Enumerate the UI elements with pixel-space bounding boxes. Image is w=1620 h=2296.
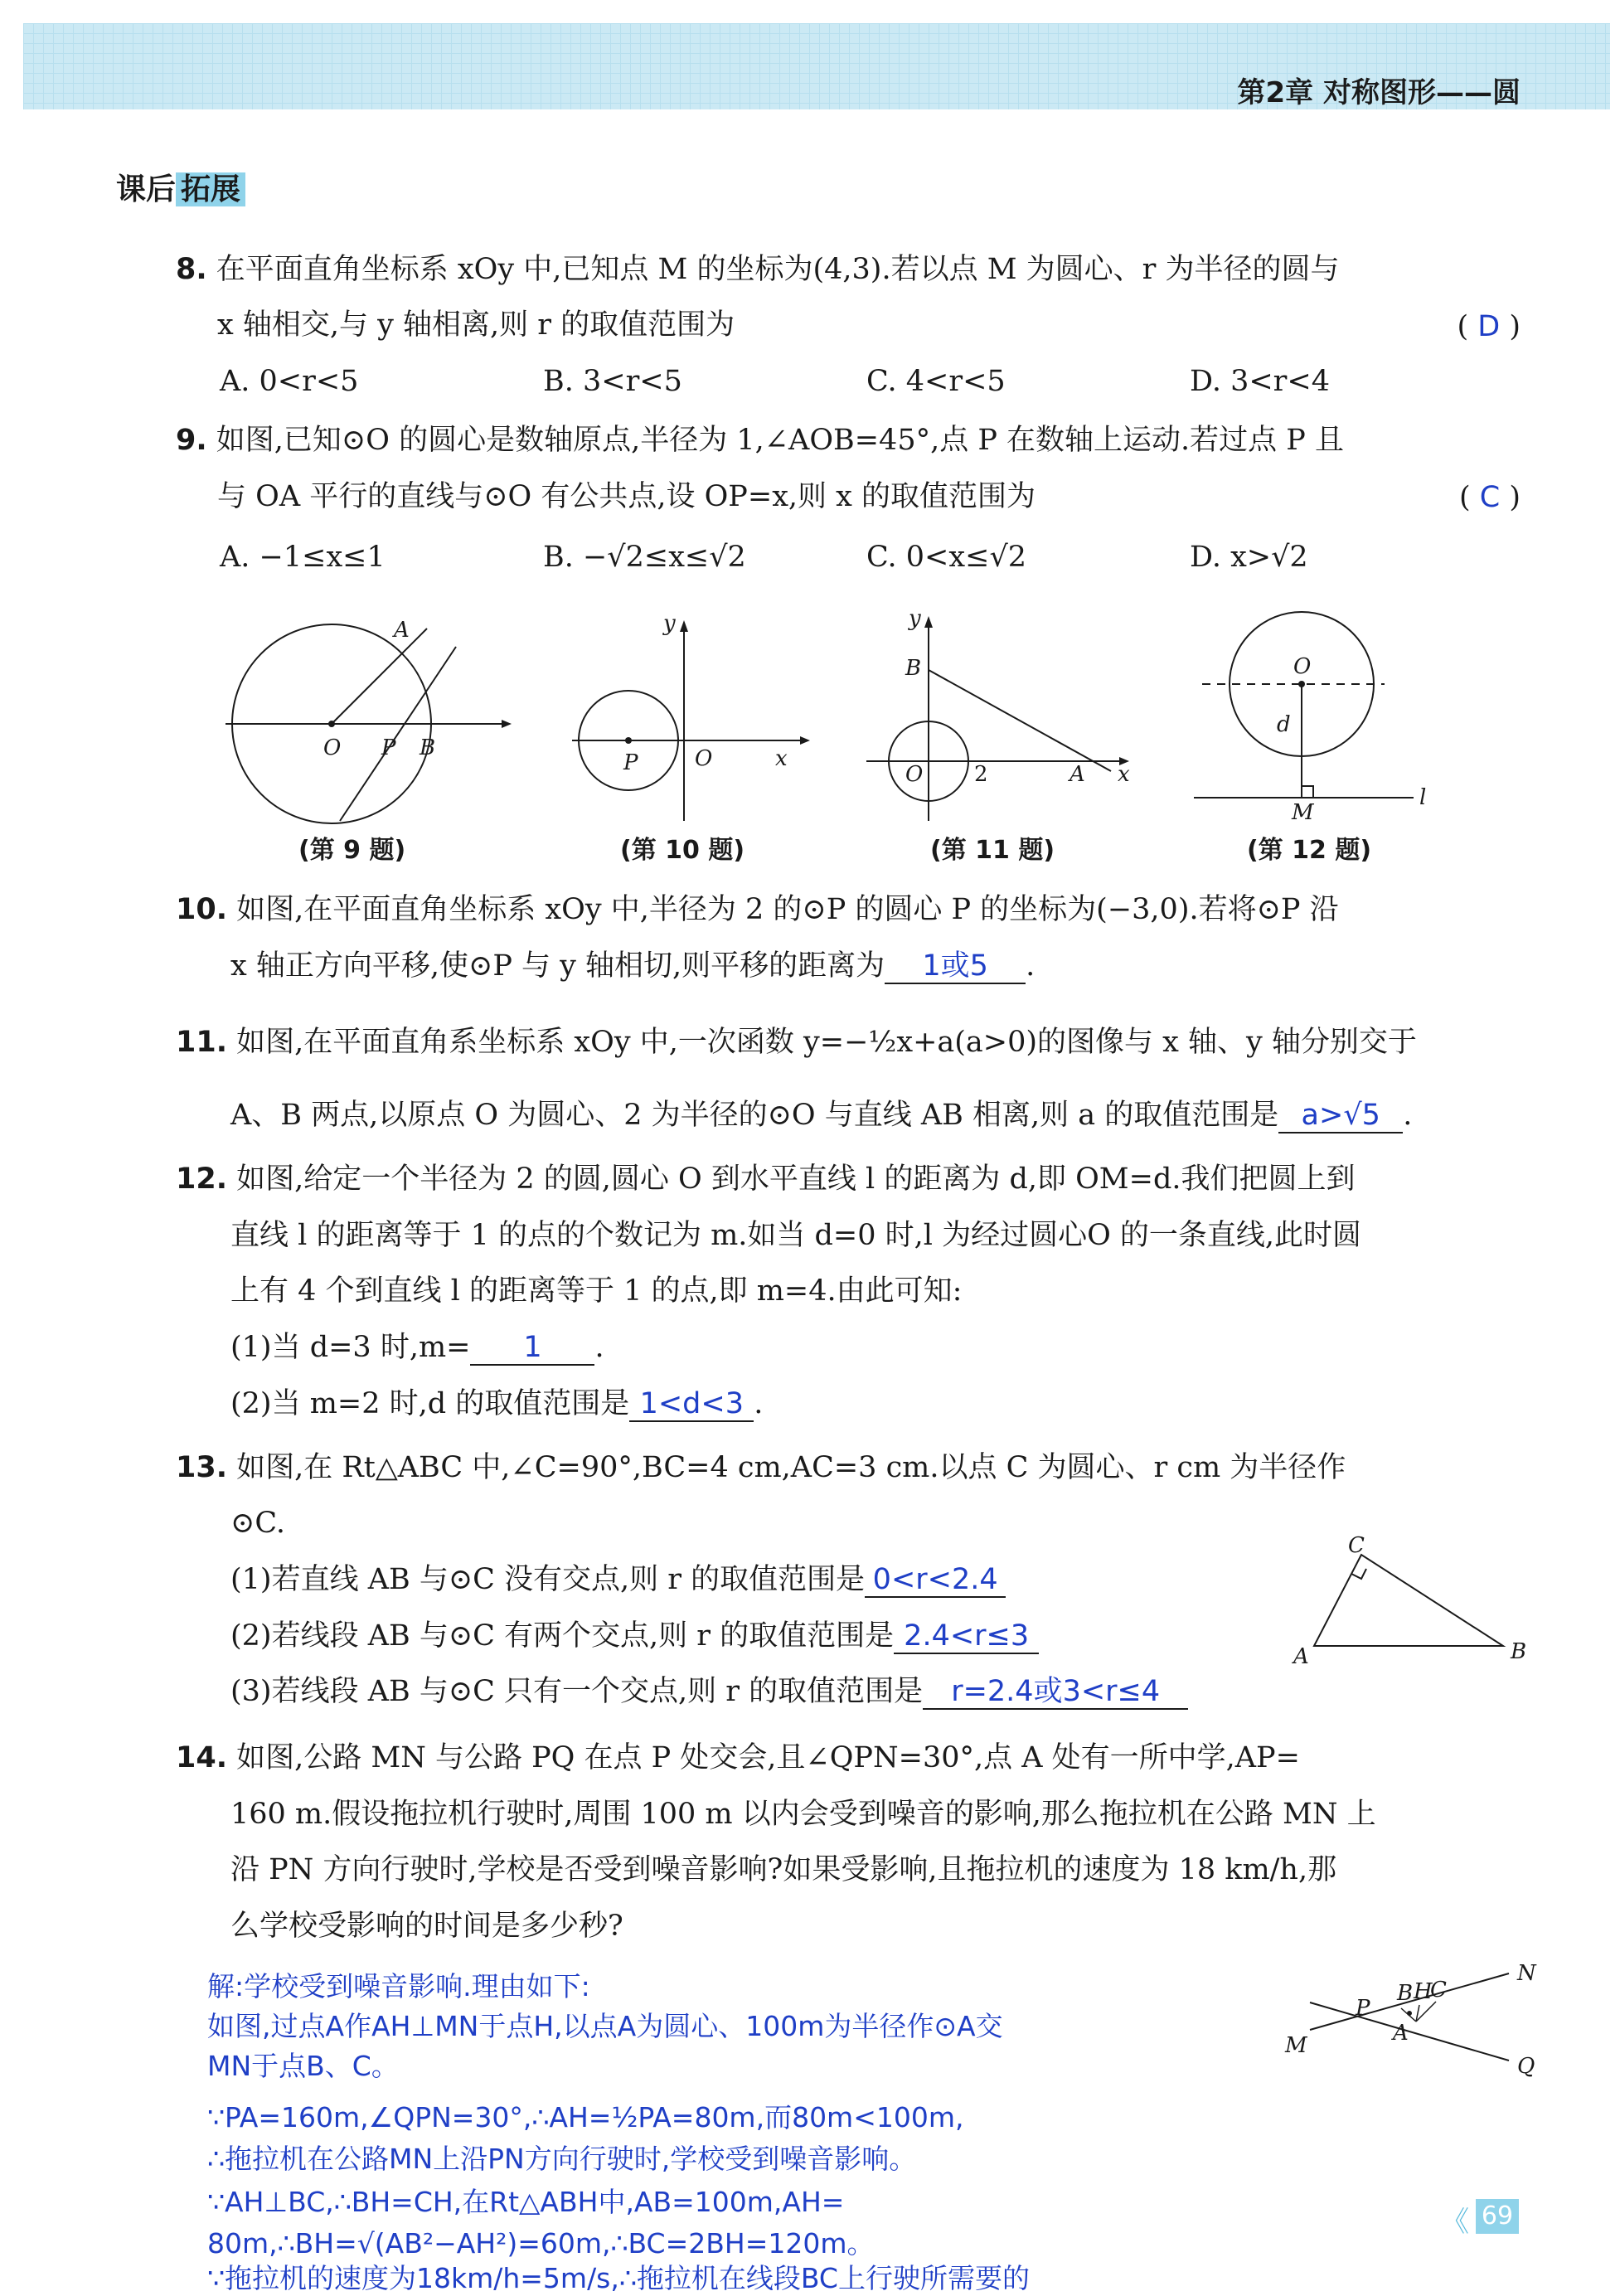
q12-sub1 bbox=[230, 1318, 604, 1376]
fig13-label-a: A bbox=[1293, 1644, 1309, 1669]
fig9-label-a: A bbox=[394, 618, 410, 643]
q13-sub3 bbox=[230, 1663, 1188, 1721]
q12-sub2-text: (2)当 m=2 时,d 的取值范围是 bbox=[230, 1387, 630, 1420]
q8-text1: 在平面直角坐标系 xOy 中,已知点 M 的坐标为(4,3).若以点 M 为圆心、r 为半径的圆与 bbox=[216, 253, 1340, 286]
q9-answer: C bbox=[1479, 481, 1501, 514]
q11-number: 11. bbox=[176, 1026, 228, 1059]
caption-fig11: (第 11 题) bbox=[930, 836, 1055, 865]
fig11-label-2: 2 bbox=[974, 762, 988, 787]
q9-answer-paren: ( C ) bbox=[1458, 481, 1521, 514]
q8-line2: x 轴相交,与 y 轴相离,则 r 的取值范围为 bbox=[217, 308, 735, 342]
fig12-label-o: O bbox=[1293, 654, 1312, 679]
section-tag bbox=[116, 166, 245, 208]
solution-line-5: ∴拖拉机在公路MN上沿PN方向行驶时,学校受到噪音影响。 bbox=[207, 2143, 917, 2175]
q12-sub2 bbox=[230, 1375, 763, 1433]
fig10-label-p: P bbox=[623, 750, 638, 775]
q9-line1 bbox=[176, 411, 1344, 469]
q12-line2: 直线 l 的距离等于 1 的点的个数记为 m.如当 d=0 时,l 为经过圆心O 的一条直线,此时圆 bbox=[230, 1219, 1362, 1252]
fig11-label-o: O bbox=[905, 762, 924, 787]
solution-line-8: ∵拖拉机的速度为18km/h=5m/s,∴拖拉机在线段BC上行驶所需要的 bbox=[207, 2262, 1030, 2294]
q12-sub2-answer: 1<d<3 bbox=[629, 1387, 754, 1422]
figure-9 bbox=[216, 614, 514, 821]
fig14-label-p: P bbox=[1356, 1996, 1370, 2021]
page-arrow-icon: 《 bbox=[1441, 2206, 1469, 2239]
fig11-label-y: y bbox=[909, 606, 921, 631]
q13-sub1-answer: 0<r<2.4 bbox=[865, 1563, 1006, 1598]
caption-fig12: (第 12 题) bbox=[1247, 836, 1372, 865]
q8-number: 8. bbox=[176, 253, 207, 286]
figure-12 bbox=[1194, 605, 1443, 825]
q9-choice-a: A. −1≤x≤1 bbox=[220, 541, 386, 574]
solution-line-6: ∵AH⊥BC,∴BH=CH,在Rt△ABH中,AB=100m,AH= bbox=[207, 2186, 845, 2218]
q12-text1: 如图,给定一个半径为 2 的圆,圆心 O 到水平直线 l 的距离为 d,即 OM=d.我们把圆上到 bbox=[236, 1163, 1356, 1196]
q10-line2 bbox=[230, 937, 1035, 995]
q11-text2: A、B 两点,以原点 O 为圆心、2 为半径的⊙O 与直线 AB 相离,则 a 的取值范围是 bbox=[230, 1099, 1279, 1132]
q9-choice-d: D. x>√2 bbox=[1190, 541, 1308, 574]
q13-sub2-answer: 2.4<r≤3 bbox=[894, 1619, 1039, 1654]
fig9-label-p: P bbox=[381, 735, 396, 760]
chapter-title: 第2章 对称图形——圆 bbox=[1237, 76, 1521, 109]
q13-sub1 bbox=[230, 1551, 1006, 1609]
q12-sub2-end: . bbox=[754, 1387, 764, 1420]
q13-sub3-answer: r=2.4或3<r≤4 bbox=[923, 1675, 1188, 1710]
fig11-label-x: x bbox=[1118, 762, 1130, 787]
q13-sub2-text: (2)若线段 AB 与⊙C 有两个交点,则 r 的取值范围是 bbox=[230, 1619, 895, 1653]
solution-line-1: 解:学校受到噪音影响.理由如下: bbox=[207, 1970, 590, 2002]
fig13-label-c: C bbox=[1348, 1533, 1365, 1558]
q8-line1 bbox=[176, 240, 1340, 299]
q9-text1: 如图,已知⊙O 的圆心是数轴原点,半径为 1,∠AOB=45°,点 P 在数轴上运动.若过点 P 且 bbox=[216, 424, 1344, 457]
q11-answer: a>√5 bbox=[1278, 1099, 1403, 1133]
q8-choice-b: B. 3<r<5 bbox=[543, 365, 682, 398]
fig13-label-b: B bbox=[1511, 1639, 1527, 1664]
fig10-label-y: y bbox=[663, 611, 676, 636]
fig14-label-a: A bbox=[1393, 2021, 1409, 2046]
q8-choice-a: A. 0<r<5 bbox=[220, 365, 359, 398]
q9-line2: 与 OA 平行的直线与⊙O 有公共点,设 OP=x,则 x 的取值范围为 bbox=[217, 480, 1036, 513]
fig11-label-a: A bbox=[1069, 762, 1085, 787]
figure-13 bbox=[1293, 1533, 1542, 1692]
q10-text1: 如图,在平面直角坐标系 xOy 中,半径为 2 的⊙P 的圆心 P 的坐标为(−3,0).若将⊙P 沿 bbox=[236, 893, 1339, 926]
q10-line1 bbox=[176, 881, 1339, 939]
fig9-label-o: O bbox=[323, 735, 342, 760]
q12-number: 12. bbox=[176, 1163, 228, 1196]
fig14-label-b: B bbox=[1397, 1981, 1414, 2006]
solution-line-2: 如图,过点A作AH⊥MN于点H,以点A为圆心、100m为半径作⊙A交 bbox=[207, 2010, 1003, 2042]
fig11-label-b: B bbox=[905, 656, 922, 681]
q8-answer: D bbox=[1477, 310, 1501, 343]
fig9-label-b: B bbox=[420, 735, 436, 760]
q10-text2-end: . bbox=[1026, 949, 1036, 983]
q14-number: 14. bbox=[176, 1741, 228, 1774]
q13-line2: ⊙C. bbox=[230, 1507, 285, 1540]
fig10-label-o: O bbox=[695, 746, 713, 771]
q9-choice-c: C. 0<x≤√2 bbox=[866, 541, 1027, 574]
q13-line1 bbox=[176, 1439, 1346, 1497]
q9-choice-b: B. −√2≤x≤√2 bbox=[543, 541, 746, 574]
fig12-label-l: l bbox=[1419, 785, 1427, 810]
q14-line1 bbox=[176, 1729, 1300, 1787]
q13-sub1-text: (1)若直线 AB 与⊙C 没有交点,则 r 的取值范围是 bbox=[230, 1563, 866, 1596]
q8-choice-d: D. 3<r<4 bbox=[1190, 365, 1330, 398]
fig14-label-h: H bbox=[1414, 1979, 1433, 2004]
section-tag-b: 拓展 bbox=[176, 172, 245, 206]
figure-11 bbox=[862, 606, 1144, 821]
q12-sub1-answer: 1 bbox=[470, 1331, 594, 1366]
q8-answer-paren: ( D ) bbox=[1457, 310, 1521, 343]
solution-line-4: ∵PA=160m,∠QPN=30°,∴AH=½PA=80m,而80m<100m, bbox=[207, 2101, 964, 2133]
q13-sub3-text: (3)若线段 AB 与⊙C 只有一个交点,则 r 的取值范围是 bbox=[230, 1675, 924, 1708]
q10-text2: x 轴正方向平移,使⊙P 与 y 轴相切,则平移的距离为 bbox=[230, 949, 885, 983]
solution-line-7: 80m,∴BH=√(AB²−AH²)=60m,∴BC=2BH=120m。 bbox=[207, 2227, 875, 2260]
q13-sub2 bbox=[230, 1607, 1039, 1665]
q14-line4: 么学校受影响的时间是多少秒? bbox=[230, 1910, 623, 1943]
q10-number: 10. bbox=[176, 893, 228, 926]
caption-fig9: (第 9 题) bbox=[298, 836, 406, 865]
fig10-label-x: x bbox=[775, 746, 788, 771]
caption-fig10: (第 10 题) bbox=[620, 836, 745, 865]
q11-text1: 如图,在平面直角系坐标系 xOy 中,一次函数 y=−½x+a(a>0)的图像与 x 轴、y 轴分别交于 bbox=[236, 1026, 1417, 1059]
fig12-label-m: M bbox=[1292, 800, 1314, 825]
q11-line2 bbox=[230, 1086, 1412, 1144]
q13-number: 13. bbox=[176, 1451, 228, 1484]
q14-line2: 160 m.假设拖拉机行驶时,周围 100 m 以内会受到噪音的影响,那么拖拉机在公路 MN 上 bbox=[230, 1798, 1376, 1831]
fig14-label-n: N bbox=[1517, 1961, 1536, 1986]
q14-line3: 沿 PN 方向行驶时,学校是否受到噪音影响?如果受影响,且拖拉机的速度为 18 km/h,那 bbox=[230, 1853, 1337, 1886]
solution-line-3: MN于点B、C。 bbox=[207, 2050, 399, 2082]
page-number: 69 bbox=[1476, 2199, 1519, 2234]
q8-choice-c: C. 4<r<5 bbox=[866, 365, 1006, 398]
q11-line1 bbox=[176, 1013, 1417, 1071]
fig14-label-m: M bbox=[1285, 2033, 1307, 2058]
fig12-label-d: d bbox=[1277, 712, 1291, 737]
figure-14 bbox=[1277, 1957, 1542, 2081]
q14-text1: 如图,公路 MN 与公路 PQ 在点 P 处交会,且∠QPN=30°,点 A 处有一所中学,AP= bbox=[236, 1741, 1300, 1774]
section-tag-a: 课后 bbox=[116, 172, 177, 206]
q10-answer: 1或5 bbox=[885, 949, 1026, 984]
q11-text2-end: . bbox=[1403, 1099, 1413, 1132]
q12-sub1-end: . bbox=[594, 1331, 604, 1364]
q12-line1 bbox=[176, 1150, 1356, 1208]
q9-number: 9. bbox=[176, 424, 207, 457]
q12-line3: 上有 4 个到直线 l 的距离等于 1 的点,即 m=4.由此可知: bbox=[230, 1274, 963, 1308]
q12-sub1-text: (1)当 d=3 时,m= bbox=[230, 1331, 471, 1364]
q13-text1: 如图,在 Rt△ABC 中,∠C=90°,BC=4 cm,AC=3 cm.以点 C 为圆心、r cm 为半径作 bbox=[236, 1451, 1346, 1484]
fig14-label-q: Q bbox=[1517, 2054, 1535, 2079]
fig14-label-c: C bbox=[1430, 1978, 1447, 2002]
figure-10 bbox=[564, 611, 812, 821]
